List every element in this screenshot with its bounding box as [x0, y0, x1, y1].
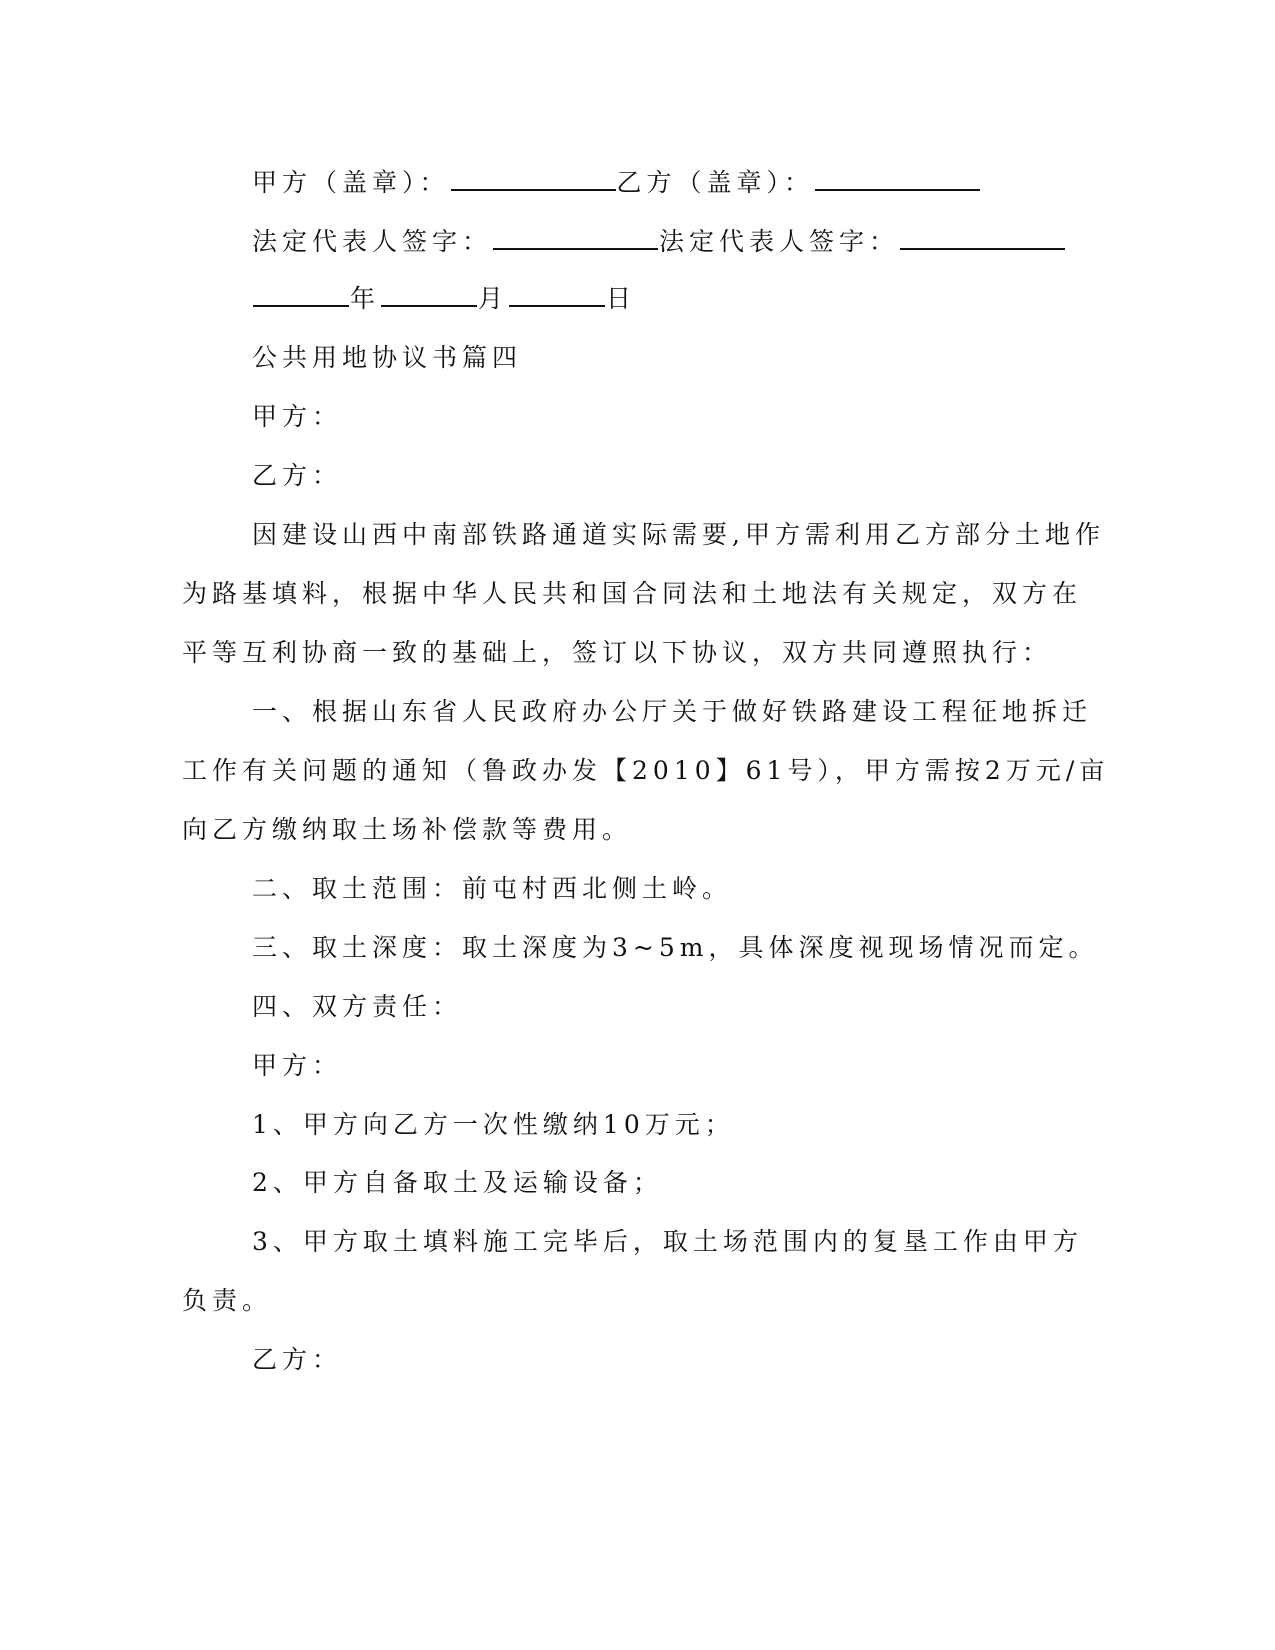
party-a-label: 甲方： [252, 402, 343, 431]
rep-b-label: 法定代表人签字： [659, 227, 900, 256]
rep-a-label: 法定代表人签字： [252, 227, 493, 256]
year-blank[interactable] [253, 279, 349, 307]
clause-1-line-2: 工作有关问题的通知（鲁政办发【2010】61号），甲方需按2万元/亩 [182, 756, 1110, 785]
clause-1-line-1: 一、根据山东省人民政府办公厅关于做好铁路建设工程征地拆迁 [252, 697, 1093, 726]
party-b-seal-blank[interactable] [815, 163, 980, 191]
clause-2: 二、取土范围：前屯村西北侧土岭。 [252, 874, 733, 903]
party-a-duties-label: 甲方： [252, 1051, 343, 1080]
day-label: 日 [606, 284, 637, 313]
party-a-duty-3: 3、甲方取土填料施工完毕后，取土场范围内的复垦工作由甲方 [252, 1227, 1083, 1256]
rep-a-blank[interactable] [493, 222, 658, 250]
clause-3: 三、取土深度：取土深度为3~5m，具体深度视现场情况而定。 [252, 933, 1099, 962]
intro-line-2: 为路基填料，根据中华人民共和国合同法和土地法有关规定，双方在 [182, 579, 1083, 608]
party-a-duty-3-cont: 负责。 [182, 1286, 273, 1315]
year-label: 年 [350, 284, 381, 313]
party-b-seal-label: 乙方（盖章）： [616, 168, 815, 197]
day-blank[interactable] [509, 279, 605, 307]
party-a-seal-blank[interactable] [451, 163, 616, 191]
party-a-duty-2: 2、甲方自备取土及运输设备； [252, 1168, 663, 1197]
party-a-seal-label: 甲方（盖章）： [252, 168, 450, 197]
section-title: 公共用地协议书篇四 [252, 343, 523, 372]
month-blank[interactable] [381, 279, 477, 307]
party-a-duty-1: 1、甲方向乙方一次性缴纳10万元； [252, 1110, 735, 1139]
intro-line-3: 平等互利协商一致的基础上，签订以下协议，双方共同遵照执行： [182, 638, 1053, 667]
clause-4: 四、双方责任： [252, 992, 463, 1021]
party-b-label: 乙方： [252, 461, 343, 490]
seal-signature-line [252, 163, 1112, 203]
clause-1-line-3: 向乙方缴纳取土场补偿款等费用。 [182, 815, 633, 844]
intro-line-1: 因建设山西中南部铁路通道实际需要,甲方需利用乙方部分土地作 [252, 520, 1105, 549]
party-b-duties-label: 乙方： [252, 1345, 343, 1374]
rep-signature-line [252, 222, 1112, 262]
rep-b-blank[interactable] [900, 222, 1065, 250]
month-label: 月 [478, 284, 509, 313]
date-line [252, 279, 1112, 319]
